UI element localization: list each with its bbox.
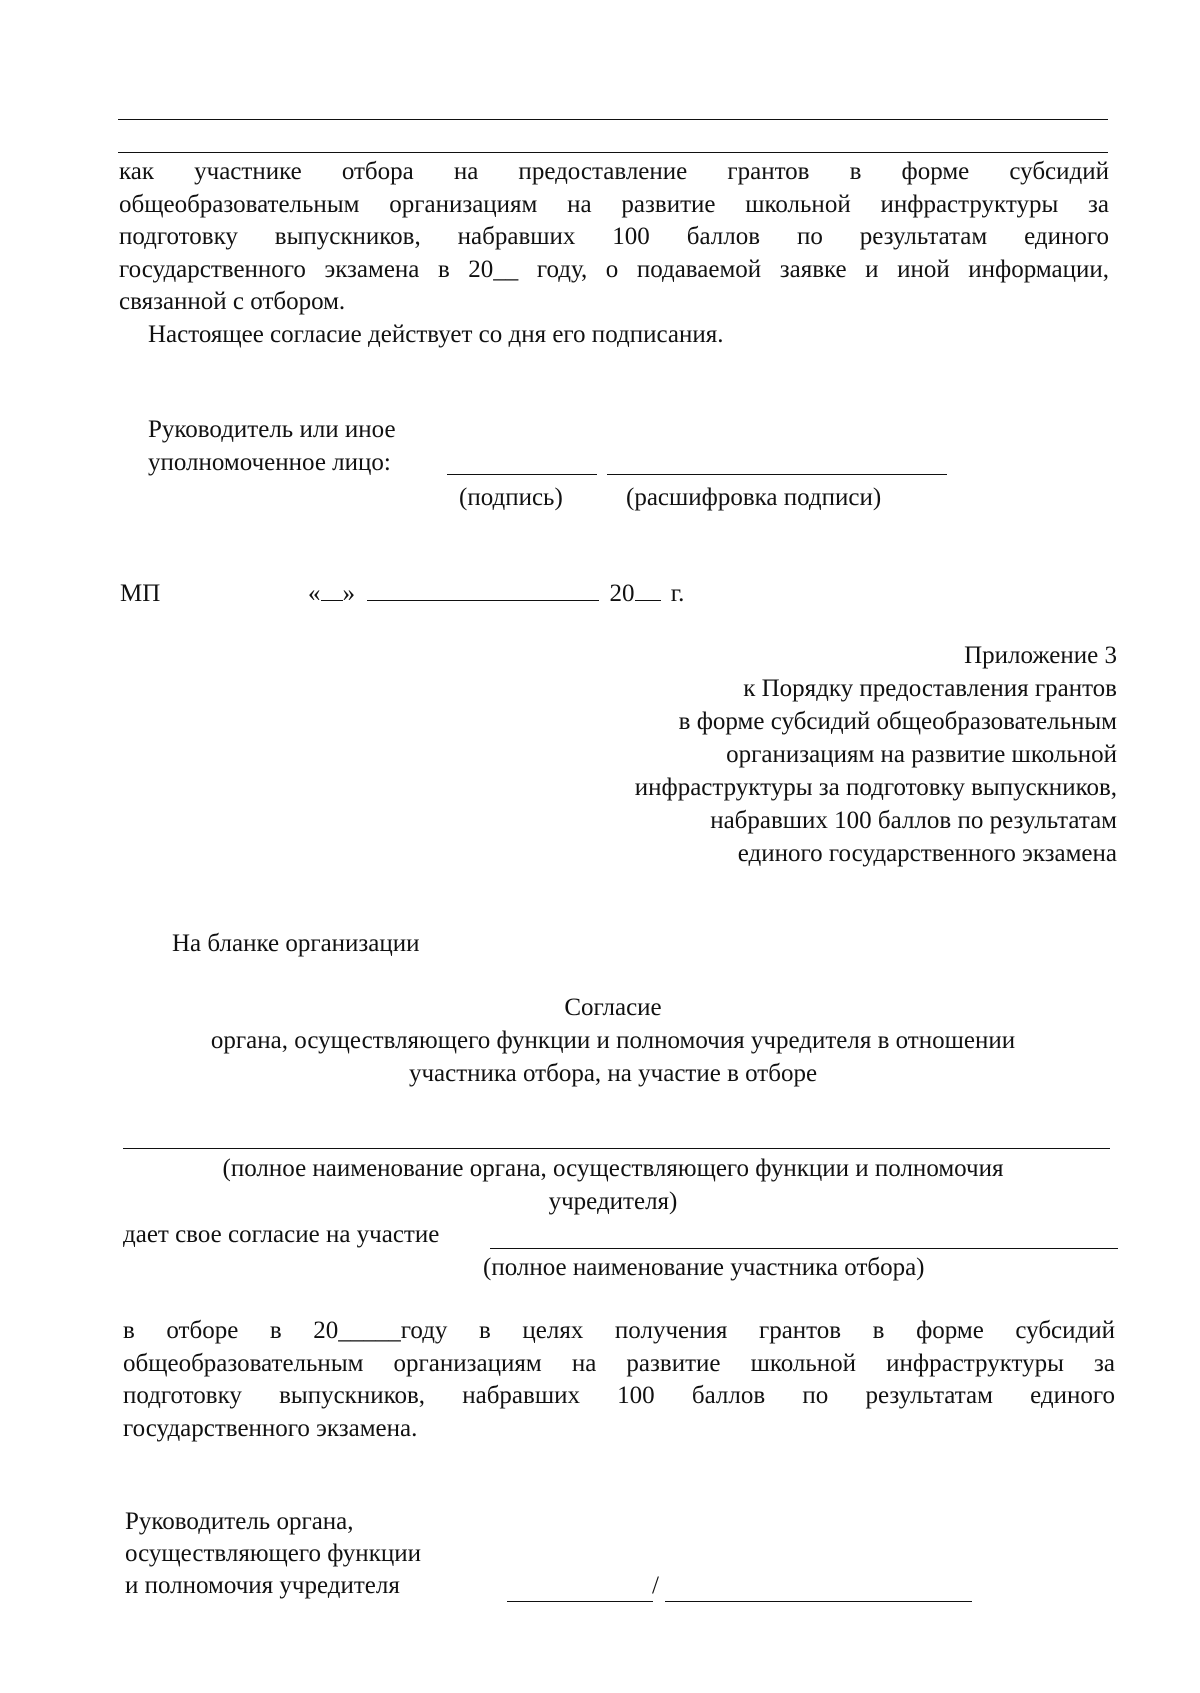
month-blank [367, 578, 599, 601]
appendix-heading [417, 639, 1117, 870]
date-open-quote: « [308, 580, 321, 607]
participant-name-line [490, 1248, 1118, 1249]
decoding-caption: (расшифровка подписи) [626, 484, 882, 511]
signature-caption: (подпись) [459, 484, 563, 511]
paragraph-line: связанной с отбором. [119, 288, 346, 315]
appendix-line: Приложение 3 [964, 642, 1117, 669]
paragraph-line: подготовку выпускников, набравших 100 баллов по результатам единого [119, 223, 1109, 250]
form-title-block [118, 991, 1108, 1090]
blank-line-2 [118, 152, 1108, 153]
head-signature-line [507, 1601, 653, 1602]
appendix-line: единого государственного экзамена [737, 840, 1117, 867]
body-line: подготовку выпускников, набравших 100 баллов по результатам единого [123, 1382, 1115, 1409]
appendix-line: в форме субсидий общеобразовательным [678, 708, 1117, 735]
body-line: общеобразовательным организациям на развитие школьной инфраструктуры за [123, 1349, 1115, 1377]
consent-paragraph [119, 156, 1109, 319]
signer-label-line2: уполномоченное лицо: [148, 449, 391, 476]
paragraph-line: как участнике отбора на предоставление грантов в форме субсидий [119, 158, 1109, 185]
signature-decoding-line [607, 474, 947, 475]
letterhead-note: На бланке организации [172, 930, 420, 957]
appendix-line: инфраструктуры за подготовку выпускников, [634, 774, 1117, 801]
authority-caption-line2: учредителя) [548, 1188, 678, 1215]
head-label-line3: и полномочия учредителя [125, 1572, 400, 1599]
paragraph-line: государственного экзамена в 20__ году, о подаваемой заявке и иной информации, [119, 255, 1109, 283]
appendix-line: к Порядку предоставления грантов [743, 675, 1117, 702]
form-title: Согласие [564, 994, 662, 1021]
authority-caption [118, 1152, 1108, 1218]
participant-caption: (полное наименование участника отбора) [483, 1254, 925, 1281]
form-subtitle-line2: участника отбора, на участие в отборе [408, 1060, 818, 1087]
year-blank [635, 578, 661, 601]
year-suffix: г. [670, 580, 685, 607]
body-line: в отборе в 20_____году в целях получения грантов в форме субсидий [123, 1317, 1115, 1344]
signer-label-line1: Руководитель или иное [148, 416, 396, 443]
form-subtitle-line1: органа, осуществляющего функции и полномочия учредителя в отношении [210, 1027, 1016, 1054]
form-body-paragraph [123, 1315, 1115, 1445]
date-field [308, 578, 684, 610]
head-label-line1: Руководитель органа, [125, 1508, 354, 1535]
signature-separator: / [652, 1572, 659, 1599]
stamp-label: МП [120, 580, 161, 607]
body-line: государственного экзамена. [123, 1414, 418, 1442]
appendix-line: организациям на развитие школьной [726, 741, 1117, 768]
head-label-line2: осуществляющего функции [125, 1540, 421, 1567]
authority-caption-line1: (полное наименование органа, осуществляющего функции и полномочия [222, 1155, 1004, 1182]
blank-line-1 [118, 119, 1108, 120]
authority-name-line [123, 1148, 1110, 1149]
appendix-line: набравших 100 баллов по результатам [710, 807, 1117, 834]
consent-prefix: дает свое согласие на участие [123, 1221, 440, 1248]
day-blank [321, 578, 343, 601]
year-prefix: 20 [609, 580, 635, 607]
date-close-quote: » [342, 580, 355, 607]
validity-text: Настоящее согласие действует со дня его подписания. [148, 321, 724, 348]
signature-line [447, 474, 597, 475]
head-decoding-line [665, 1601, 972, 1602]
paragraph-line: общеобразовательным организациям на развитие школьной инфраструктуры за [119, 190, 1109, 218]
